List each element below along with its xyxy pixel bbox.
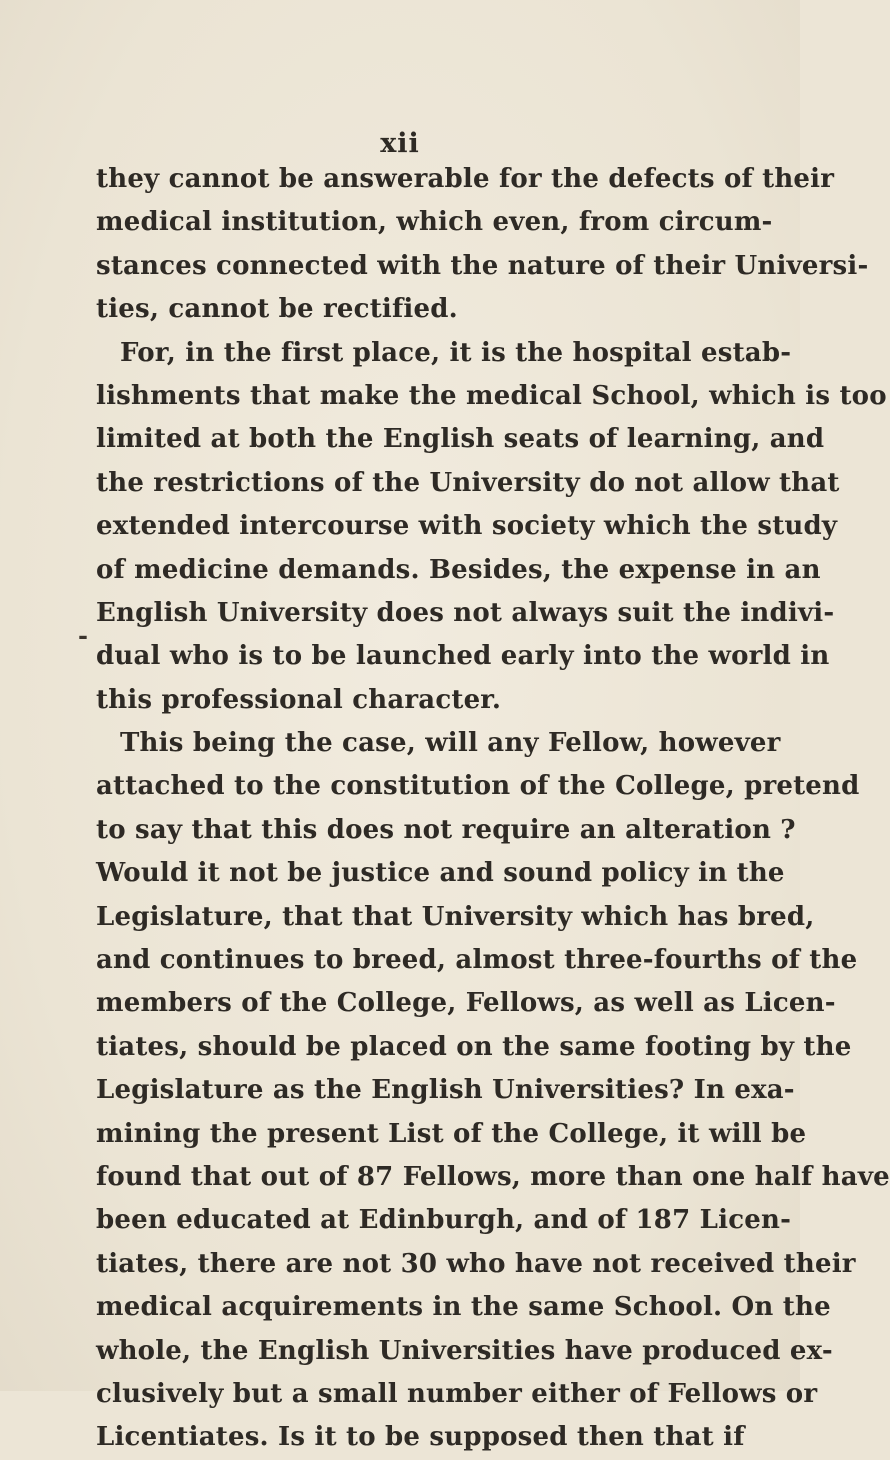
- text-line: found that out of 87 Fellows, more than one half have: [96, 1161, 890, 1192]
- text-line: extended intercourse with society which the study: [96, 511, 838, 542]
- text-line: they cannot be answerable for the defects of their: [96, 164, 835, 194]
- page-number: xii: [380, 128, 420, 159]
- text-line: Licentiates. Is it to be supposed then that if: [96, 1422, 745, 1453]
- text-line: Legislature, that that University which has bred,: [96, 901, 815, 932]
- text-line: tiates, there are not 30 who have not received their: [96, 1248, 856, 1279]
- text-line: This being the case, will any Fellow, however: [120, 728, 781, 759]
- text-line: whole, the English Universities have produced ex-: [96, 1335, 833, 1366]
- text-line: and continues to breed, almost three-fourths of the: [96, 945, 858, 976]
- text-line: For, in the first place, it is the hospital estab-: [120, 337, 792, 368]
- text-line: the restrictions of the University do not allow that: [96, 467, 840, 498]
- text-line: stances connected with the nature of their Universi-: [96, 250, 869, 281]
- text-line: dual who is to be launched early into the world in: [96, 641, 830, 672]
- text-line: mining the present List of the College, it will be: [96, 1118, 807, 1149]
- margin-mark: -: [78, 621, 88, 650]
- text-line: this professional character.: [96, 684, 502, 715]
- text-line: tiates, should be placed on the same footing by the: [96, 1031, 852, 1062]
- text-line: medical acquirements in the same School. On the: [96, 1292, 831, 1323]
- text-line: been educated at Edinburgh, and of 187 Licen-: [96, 1205, 792, 1236]
- text-line: Legislature as the English Universities? In exa-: [96, 1075, 795, 1106]
- text-line: medical institution, which even, from circum-: [96, 207, 773, 238]
- text-line: members of the College, Fellows, as well as Licen-: [96, 988, 836, 1019]
- text-line: of medicine demands. Besides, the expense in an: [96, 554, 821, 585]
- text-line: Would it not be justice and sound policy in the: [96, 858, 785, 889]
- text-line: attached to the constitution of the College, pretend: [96, 771, 860, 802]
- text-line: to say that this does not require an alteration ?: [96, 814, 796, 845]
- body-text: [96, 158, 890, 1460]
- text-line: clusively but a small number either of Fellows or: [96, 1378, 818, 1409]
- text-line: ties, cannot be rectified.: [96, 294, 458, 325]
- text-line: English University does not always suit the indivi-: [96, 597, 835, 628]
- text-line: limited at both the English seats of learning, and: [96, 424, 825, 455]
- text-line: lishments that make the medical School, which is too: [96, 380, 887, 411]
